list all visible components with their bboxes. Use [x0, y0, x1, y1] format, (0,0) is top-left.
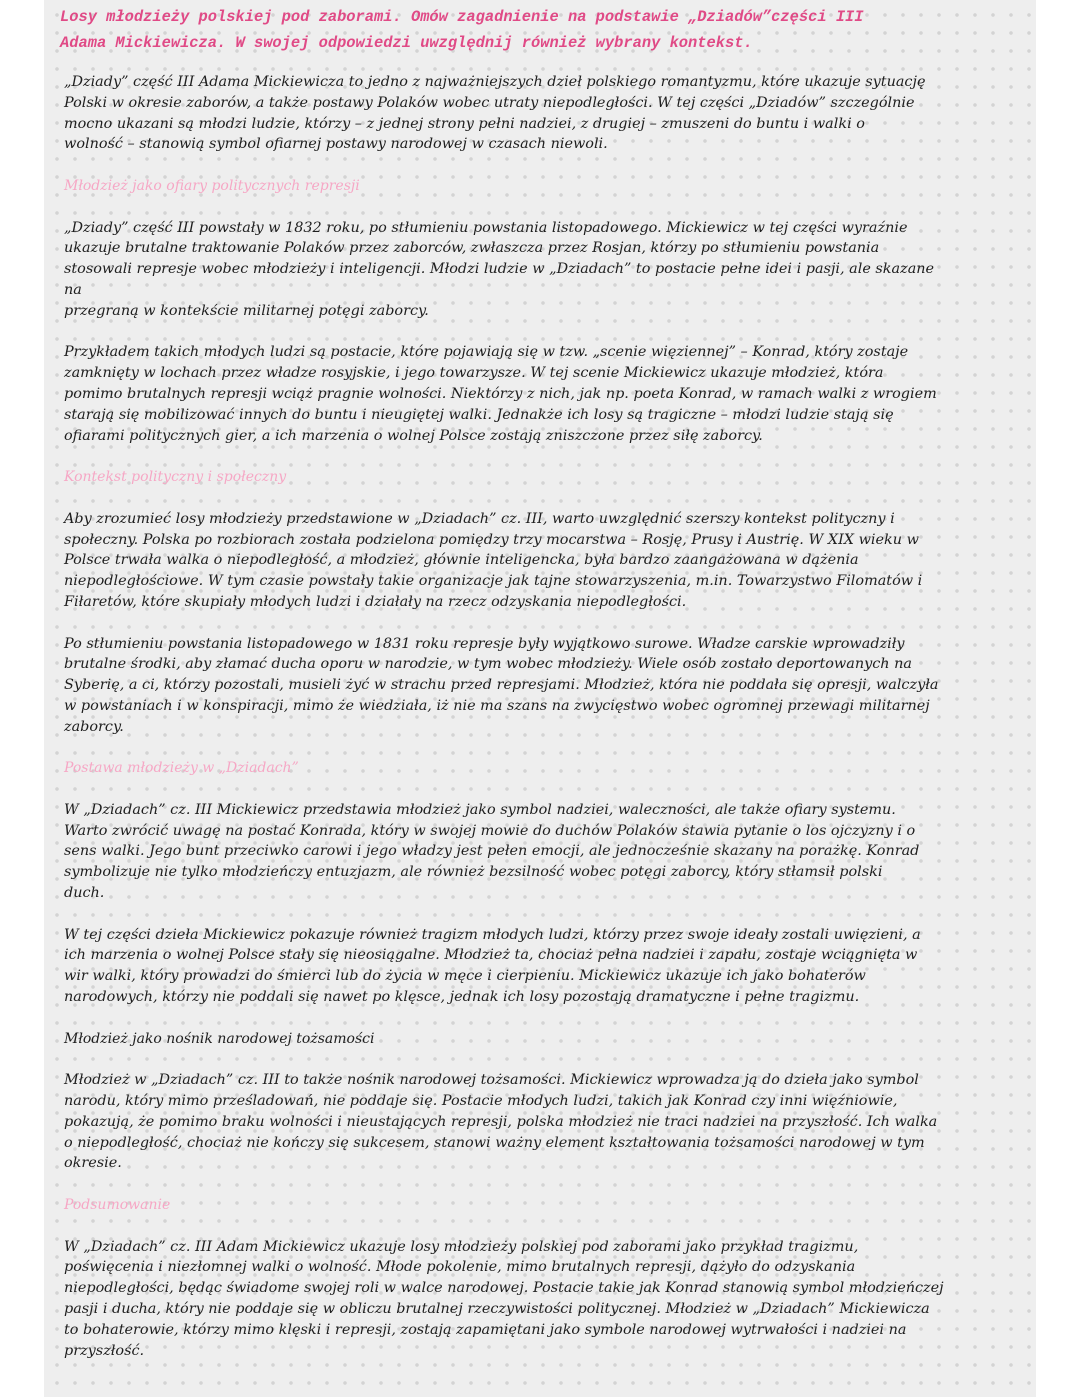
- paragraph: Młodzież w „Dziadach” cz. III to także nośnik narodowej tożsamości. Mickiewicz wprowadza ją do dzieła jako symbol narodu, który mimo prześladowań, nie poddaje się. Postacie młodych ludzi, takich jak Konrad czy inni więźniowie, pokazują, że pomimo braku wolności i nieustających represji, polska młodzież nie traci nadziei na przyszłość. Ich walka o niepodległość, chociaż nie kończy się sukcesem, stanowi ważny element kształtowania tożsamości narodowej w tym okresie.: [64, 1072, 938, 1172]
- intro-paragraph: „Dziady” część III Adama Mickiewicza to jedno z najważniejszych dzieł polskiego romantyzmu, które ukazuje sytuację Polski w okresie zaborów, a także postawy Polaków wobec utraty niepodległości. W tej części „Dziadów” szczególnie mocno ukazani są młodzi ludzie, którzy – z jednej strony pełni nadziei, z drugiej – zmuszeni do buntu i walki o wolność – stanowią symbol ofiarnej postawy narodowej w czasach niewoli.: [64, 74, 926, 153]
- essay-content: [60, 4, 944, 1361]
- paragraph: W „Dziadach” cz. III Adam Mickiewicz ukazuje losy młodzieży polskiej pod zaborami jako przykład tragizmu, poświęcenia i niezłomnej walki o wolność. Młode pokolenie, mimo brutalnych represji, dążyło do odzyskania niepodległości, będąc świadome swojej roli w walce narodowej. Postacie takie jak Konrad stanowią symbol młodzieńczej pasji i ducha, który nie poddaje się w obliczu brutalnej rzeczywistości politycznej. Młodzież w „Dziadach” Mickiewicza to bohaterowie, którzy mimo klęski i represji, zostają zapamiętani jako symbole narodowej wytrwałości i nadziei na przyszłość.: [64, 1238, 944, 1359]
- paragraph: W tej części dzieła Mickiewicz pokazuje również tragizm młodych ludzi, którzy przez swoje ideały zostali uwięzieni, a ich marzenia o wolnej Polsce stały się nieosiągalne. Młodzież ta, chociaż pełna nadziei i zapału, zostaje wciągnięta w wir walki, który prowadzi do śmierci lub do życia w męce i cierpieniu. Mickiewicz ukazuje ich jako bohaterów narodowych, którzy nie poddali się nawet po klęsce, jednak ich losy pozostają dramatyczne i pełne tragizmu.: [64, 926, 921, 1006]
- section-heading-repressions: Młodzież jako ofiary politycznych represji: [64, 177, 360, 194]
- paragraph: „Dziady” część III powstały w 1832 roku, po stłumieniu powstania listopadowego. Mickiewicz w tej części wyraźnie ukazuje brutalne traktowanie Polaków przez zaborców, zwłaszcza przez Rosjan, którzy po stłumieniu powstania stosowali represje wobec młodzieży i inteligencji. Młodzi ludzie w „Dziadach” to postacie pełne idei i pasji, ale skazane na przegraną w kontekście militarnej potęgi zaborcy.: [64, 219, 935, 319]
- paragraph: Po stłumieniu powstania listopadowego w 1831 roku represje były wyjątkowo surowe. Władze carskie wprowadziły brutalne środki, aby złamać ducha oporu w narodzie, w tym wobec młodzieży. Wiele osób zostało deportowanych na Syberię, a ci, którzy pozostali, musieli żyć w strachu przed represjami. Młodzież, która nie poddała się opresji, walczyła w powstaniach i w konspiracji, mimo że wiedziała, iż nie ma szans na zwycięstwo wobec ogromnej przewagi militarnej zaborcy.: [64, 635, 939, 735]
- section-heading-attitude: Postawa młodzieży w „Dziadach”: [64, 760, 299, 777]
- paragraph: Aby zrozumieć losy młodzieży przedstawione w „Dziadach” cz. III, warto uwzględnić szerszy kontekst polityczny i społeczny. Polska po rozbiorach została podzielona pomiędzy trzy mocarstwa – Rosję, Prusy i Austrię. W XIX wieku w Polsce trwała walka o niepodległość, a młodzież, głównie inteligencka, była bardzo zaangażowana w dążenia niepodległościowe. W tym czasie powstały takie organizacje jak tajne stowarzyszenia, m.in. Towarzystwo Filomatów i Fiłaretów, które skupiały młodych ludzi i działały na rzecz odzyskania niepodległości.: [64, 510, 923, 610]
- section-heading-summary: Podsumowanie: [64, 1197, 171, 1214]
- essay-title: Losy młodzieży polskiej pod zaborami. Omów zagadnienie na podstawie „Dziadów”części III Adama Mickiewicza. W swojej odpowiedzi uwzględnij również wybrany kontekst.: [60, 8, 864, 52]
- paragraph: W „Dziadach” cz. III Mickiewicz przedstawia młodzież jako symbol nadziei, waleczności, ale także ofiary systemu. Warto zwrócić uwagę na postać Konrada, który w swojej mowie do duchów Polaków stawia pytanie o los ojczyzny i o sens walki. Jego bunt przeciwko carowi i jego władzy jest pełen emocji, ale jednocześnie skazany na porażkę. Konrad symbolizuje nie tylko młodzieńczy entuzjazm, ale również bezsilność wobec potęgi zaborcy, który stłamsił polski duch.: [64, 801, 920, 902]
- paragraph: Przykładem takich młodych ludzi są postacie, które pojawiają się w tzw. „scenie więziennej” – Konrad, który zostaje zamknięty w lochach przez władze rosyjskie, i jego towarzysze. W tej scenie Mickiewicz ukazuje młodzież, która pomimo brutalnych represji wciąż pragnie wolności. Niektórzy z nich, jak np. poeta Konrad, w ramach walki z wrogiem starają się mobilizować innych do buntu i nieugiętej walki. Jednakże ich losy są tragiczne – młodzi ludzie stają się ofiarami politycznych gier, a ich marzenia o wolnej Polsce zostają zniszczone przez siłę zaborcy.: [64, 344, 937, 444]
- section-heading-identity: Młodzież jako nośnik narodowej tożsamości: [64, 1030, 375, 1047]
- section-heading-context: Kontekst polityczny i społeczny: [64, 469, 287, 486]
